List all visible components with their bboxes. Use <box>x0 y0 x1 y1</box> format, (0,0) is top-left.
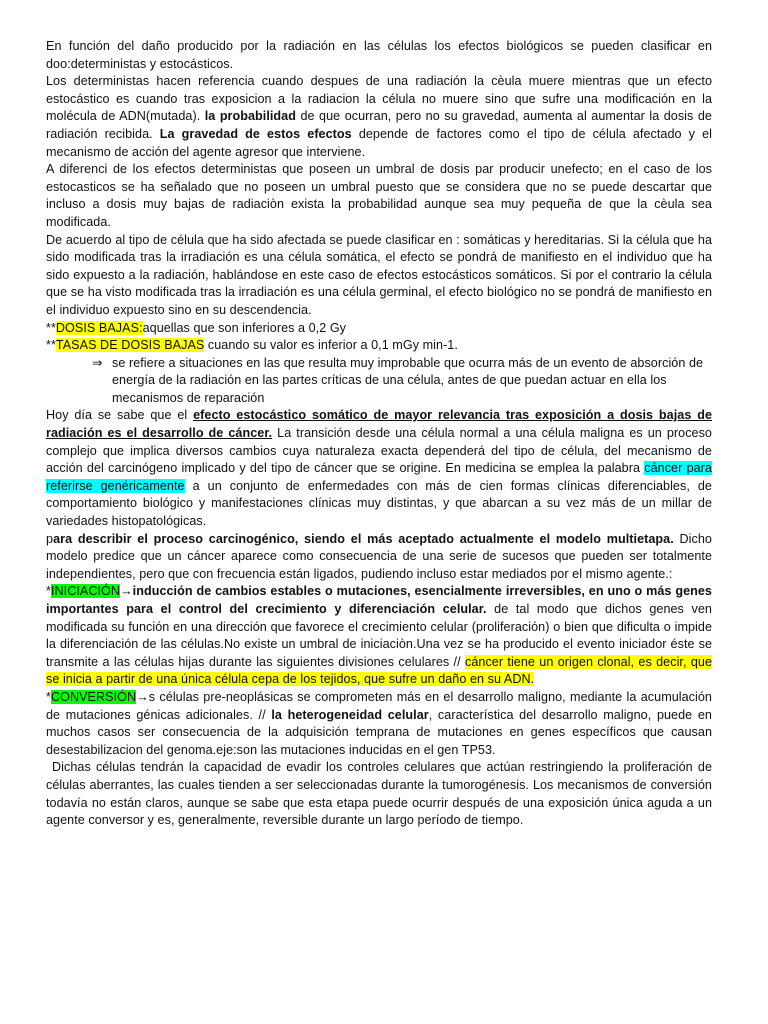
paragraph-modelo <box>46 531 712 584</box>
gravedad-text: depende de factores como el tipo de célula afectado y el mecanismo de acción del agente agresor que interviene. <box>46 126 712 159</box>
modelo-text: Dicho modelo predice que un cáncer aparece como consecuencia de una serie de sucesos que pueden ser totalmente independientes, pero que con frecuencia están ligados, pudiendo incluso estar mediados por el mismo agente.: <box>46 531 712 581</box>
probabilidad-text: de que ocurran, pero no su gravedad, aumenta al aumentar la dosis de radiación recibida. <box>46 109 712 141</box>
tasas-dosis-text: cuando su valor es inferior a 0,1 mGy min-1. <box>204 338 458 353</box>
paragraph-umbral <box>46 161 712 231</box>
paragraph-conversion <box>46 689 712 759</box>
iniciacion-bold: →inducción de cambios estables o mutaciones, esencialmente irreversibles, en uno o más genes importantes para el control del crecimiento y diferenciación celular. <box>46 584 712 616</box>
modelo-lead: p <box>46 531 54 546</box>
conversion-prefix: * <box>46 689 51 704</box>
iniciacion-prefix: * <box>46 584 51 599</box>
umbral-text: A diferenci de los efectos deterministas que poseen un umbral de dosis par producir unefecto; en el caso de los estocasticos se ha señalado que no poseen un umbral puesto que se considera que no se puede descartar que incluso a dosis muy bajas de radiaciòn exista la probabilidad aunque sea muy pequeña de que la cèula sea modificada. <box>46 162 712 229</box>
cancer-intro-text: Hoy día se sabe que el <box>46 408 188 423</box>
dosis-prefix: ** <box>46 320 56 335</box>
paragraph-cancer <box>46 407 712 530</box>
bullet-text: se refiere a situaciones en las que resulta muy improbable que ocurra más de un evento de absorción de energía de la radiación en las partes críticas de una célula, antes de que puedan actuar en ella los mecanismos de reparación <box>112 355 704 405</box>
heterogeneidad-bold: la heterogeneidad celular <box>271 707 429 722</box>
modelo-bold: ara describir el proceso carcinogénico, siendo el más aceptado actualmente el modelo multietapa. <box>53 531 674 546</box>
paragraph-tipo-celula <box>46 232 712 320</box>
cancer-text-end: a un conjunto de enfermedades con más de cien formas clínicas diferenciables, de comportamiento biológico y manifestaciones clínicas muy distintas, y que abarcan a su vez más de un millar de variedades histopatológicas. <box>46 478 712 529</box>
probabilidad-bold: la probabilidad <box>204 109 296 124</box>
deterministas-text: Los deterministas hacen referencia cuando despues de una radiación la cèula muere mientras que un efecto estocástico es cuando tras exposicion a la radiacion la célula no muere sino que sufre una modificación en la molécula de ADN(mutada). <box>46 74 712 124</box>
tasas-prefix: ** <box>46 338 56 353</box>
final-text: Dichas células tendrán la capacidad de evadir los controles celulares que actúan restringiendo la proliferación de células aberrantes, las cuales tienden a ser seleccionadas durante la tumorogénesis. Los mecanismos de conversión todavía no están claros, aunque se sabe que esta etapa puede ocurrir después de una exposición única aguda a un agente conversor y es, generalmente, reversible durante un largo período de tiempo. <box>46 760 712 828</box>
cancer-cyan-highlight: cáncer para referirse genéricamente <box>46 461 712 493</box>
conversion-green-highlight: CONVERSIÓN <box>50 689 137 704</box>
iniciacion-green-highlight: INICIACIÓN <box>50 584 121 599</box>
gravedad-bold: La gravedad de estos efectos <box>159 126 352 141</box>
conversion-text-end: , característica del desarrollo maligno, puede en muchos casos ser consecuencia de la adquisición temprana de mutaciones en genes específicos que causan desestabilizacion del genoma.eje:son las mutaciones inducidas en el gen TP53. <box>46 707 712 757</box>
dosis-bajas-line <box>46 320 712 338</box>
iniciacion-text: de tal modo que dichos genes ven modificada su función en una dirección que favorece el crecimiento celular (proliferación) o bien que dificulta o impide la diferenciación de las células.No existe un umbral de iniciaciòn.Una vez se ha producido el evento iniciador éste se transmite a las células hijas durante las siguientes divisiones celulares // <box>46 602 712 669</box>
double-arrow-icon: ⇒ <box>92 355 103 370</box>
cancer-bold-underline: efecto estocástico somático de mayor relevancia tras exposición a dosis bajas de radiación es el desarrollo de cáncer. <box>46 408 712 441</box>
tasas-dosis-line <box>46 337 712 355</box>
paragraph-final <box>46 759 712 829</box>
intro-text: En función del daño producido por la radiación en las células los efectos biológicos se pueden clasificar en doo:deterministas y estocásticos. <box>46 39 712 71</box>
tasas-dosis-highlight: TASAS DE DOSIS BAJAS <box>55 338 205 353</box>
paragraph-deterministas <box>46 73 712 161</box>
clonal-yellow-highlight: cáncer tiene un origen clonal, es decir, que se inicia a partir de una única célula cepa de los tejidos, que sufre un daño en su ADN. <box>46 654 712 687</box>
paragraph-iniciacion <box>46 583 712 689</box>
document-page <box>46 38 712 830</box>
dosis-bajas-text: aquellas que son inferiores a 0,2 Gy <box>142 320 347 335</box>
dosis-bajas-highlight: DOSIS BAJAS: <box>55 320 143 335</box>
cancer-text: La transición desde una célula normal a una célula maligna es un proceso complejo que implica diversos cambios cuya naturaleza exacta dependerá del tipo de célula, del mecanismo de acción del carcinógeno implicado y del tipo de cáncer que se origine. En medicina se emplea la palabra <box>46 426 712 476</box>
arrow-bullet <box>46 355 712 408</box>
paragraph-intro <box>46 38 712 73</box>
tipo-celula-text: De acuerdo al tipo de célula que ha sido afectada se puede clasificar en : somáticas y hereditarias. Si la célula que ha sido modificada tras la irradiación es una célula somática, el efecto se pondrá de manifiesto en el individuo que ha sido expuesto a la radiación, hablándose en este caso de efectos estocásticos somáticos. Si por el contrario la célula que se ha visto modificada tras la irradiación es una célula germinal, el efecto biológico no se pondrá de manifiesto en el individuo expuesto sino en su descendencia. <box>46 232 712 317</box>
conversion-text: →s células pre-neoplásicas se comprometen más en el desarrollo maligno, mediante la acumulación de mutaciones génicas adicionales. // <box>46 689 712 722</box>
